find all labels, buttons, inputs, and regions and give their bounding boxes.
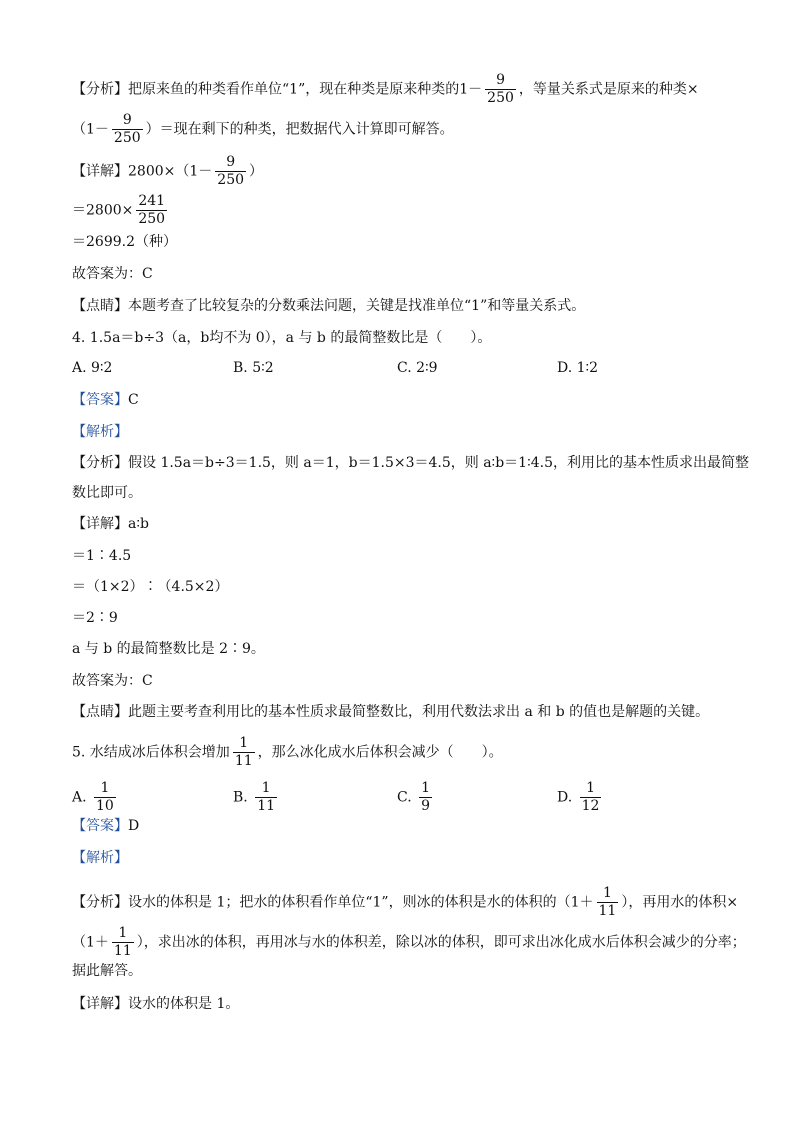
fraction-numerator: 1 xyxy=(586,780,596,796)
fraction xyxy=(233,735,255,770)
q4-detail-line2: ＝1∶4.5 xyxy=(72,548,132,564)
fraction xyxy=(419,780,432,815)
q3-comment xyxy=(72,296,585,316)
answer-tag: 【答案】 xyxy=(72,392,128,408)
analysis-text: ），求出冰的体积，再用冰与水的体积差，除以冰的体积，即可求出冰化成水后体积会减少的分率； xyxy=(136,934,746,951)
q4-comment xyxy=(72,702,709,722)
comment-tag: 【点睛】 xyxy=(72,298,128,314)
q3-detail-line3: ＝2699.2（种） xyxy=(72,234,177,250)
detail-tag: 【详解】 xyxy=(72,516,128,532)
detail-text: a∶b xyxy=(128,516,149,532)
fraction-numerator: 9 xyxy=(226,154,236,170)
fraction-denominator: 250 xyxy=(138,211,166,227)
option-label: B. xyxy=(233,789,248,806)
question-text: 5. 水结成冰后体积会增加 xyxy=(72,744,230,761)
fraction-numerator: 1 xyxy=(118,925,128,941)
fraction-denominator: 12 xyxy=(581,798,600,814)
q5-option-b xyxy=(233,780,280,815)
option-label: C. xyxy=(397,789,412,806)
fraction-denominator: 11 xyxy=(234,753,253,769)
fraction xyxy=(112,925,134,960)
q4-detail-line5: a 与 b 的最简整数比是 2∶9。 xyxy=(72,641,265,657)
q4-option-d: D. 1∶2 xyxy=(557,360,599,376)
analysis-text: （1＋ xyxy=(72,934,109,951)
answer-value: C xyxy=(128,392,139,408)
fraction-denominator: 11 xyxy=(257,798,276,814)
analysis-text: 设水的体积是 1；把水的体积看作单位“1”，则冰的体积是水的体积的（1＋ xyxy=(128,894,594,911)
q5-answer xyxy=(72,816,139,836)
answer-value: D xyxy=(128,818,140,834)
option-label: D. xyxy=(557,789,573,806)
detail-text: ＝2800× xyxy=(72,202,134,219)
q4-answer-line: 故答案为：C xyxy=(72,673,153,689)
fraction-numerator: 1 xyxy=(100,780,110,796)
q4-option-b: B. 5∶2 xyxy=(233,360,274,376)
fraction xyxy=(255,780,277,815)
q3-detail-line1 xyxy=(72,154,263,189)
analysis-tag: 【分析】 xyxy=(72,894,128,911)
analysis-text: 把原来鱼的种类看作单位“1”，现在种类是原来种类的 xyxy=(128,81,460,98)
fraction-numerator: 1 xyxy=(421,780,431,796)
q5-analysis-line1 xyxy=(72,885,738,920)
fraction-numerator: 1 xyxy=(602,885,612,901)
q4-detail-line1 xyxy=(72,514,149,534)
fraction-numerator: 1 xyxy=(239,735,249,751)
fraction xyxy=(215,154,246,189)
q3-analysis-line1 xyxy=(72,72,699,107)
q5-jiexi-tag: 【解析】 xyxy=(72,850,128,866)
q4-jiexi-tag: 【解析】 xyxy=(72,424,128,440)
analysis-text: 假设 1.5a＝b÷3＝1.5，则 a＝1，b＝1.5×3＝4.5，则 a∶b＝1∶4.5，利用比的基本性质求出最简整 xyxy=(128,455,749,471)
comment-text: 本题考查了比较复杂的分数乘法问题，关键是找准单位“1”和等量关系式。 xyxy=(128,298,586,314)
fraction xyxy=(94,780,116,815)
fraction-numerator: 241 xyxy=(138,193,166,209)
analysis-text: （1－ xyxy=(72,121,109,138)
q5-question xyxy=(72,735,503,770)
fraction-numerator: 9 xyxy=(496,72,505,88)
fraction-denominator: 250 xyxy=(487,90,514,106)
detail-text: ） xyxy=(249,163,264,180)
q3-answer-line: 故答案为：C xyxy=(72,266,153,282)
q5-analysis-line3: 据此解答。 xyxy=(72,963,142,979)
analysis-text: ），再用水的体积× xyxy=(621,894,739,911)
q5-option-d xyxy=(557,780,604,815)
fraction xyxy=(112,112,143,147)
fraction xyxy=(485,72,516,107)
option-label: A. xyxy=(72,789,87,806)
q4-detail-line3: ＝（1×2）∶（4.5×2） xyxy=(72,579,229,595)
q5-analysis-line2 xyxy=(72,925,746,960)
fraction xyxy=(597,885,619,920)
fraction-denominator: 9 xyxy=(421,798,431,814)
q4-detail-line4: ＝2∶9 xyxy=(72,610,118,626)
q4-option-a: A. 9∶2 xyxy=(72,360,113,376)
q3-detail-line2 xyxy=(72,193,170,228)
q4-answer xyxy=(72,390,139,410)
q4-option-c: C. 2∶9 xyxy=(397,360,438,376)
comment-tag: 【点睛】 xyxy=(72,704,128,720)
q5-option-c xyxy=(397,780,435,815)
fraction-denominator: 10 xyxy=(96,798,114,814)
fraction-denominator: 11 xyxy=(113,943,132,959)
fraction-denominator: 250 xyxy=(217,172,245,188)
q3-analysis-line2 xyxy=(72,112,454,147)
analysis-text: ）＝现在剩下的种类，把数据代入计算即可解答。 xyxy=(145,121,454,138)
analysis-tag: 【分析】 xyxy=(72,81,128,98)
detail-text: 2800×（1－ xyxy=(128,163,213,180)
comment-text: 此题主要考查利用比的基本性质求最简整数比，利用代数法求出 a 和 b 的值也是解题的关键。 xyxy=(128,704,710,720)
fraction xyxy=(136,193,167,228)
fraction-numerator: 9 xyxy=(122,112,132,128)
analysis-text: 1－ xyxy=(459,81,483,98)
question-text: ，那么冰化成水后体积会减少（ ）。 xyxy=(257,744,503,761)
detail-tag: 【详解】 xyxy=(72,996,128,1012)
q5-option-a xyxy=(72,780,119,815)
q5-detail xyxy=(72,994,239,1014)
fraction-denominator: 11 xyxy=(598,903,617,919)
q4-question: 4. 1.5a＝b÷3（a，b均不为 0），a 与 b 的最简整数比是（ ）。 xyxy=(72,330,492,346)
fraction-numerator: 1 xyxy=(261,780,271,796)
fraction xyxy=(580,780,602,815)
q4-analysis-line2: 数比即可。 xyxy=(72,485,142,501)
detail-text: 设水的体积是 1。 xyxy=(128,996,240,1012)
analysis-tag: 【分析】 xyxy=(72,455,128,471)
answer-tag: 【答案】 xyxy=(72,818,128,834)
q4-analysis-line1 xyxy=(72,453,749,473)
analysis-text: ，等量关系式是原来的种类× xyxy=(518,81,699,98)
detail-tag: 【详解】 xyxy=(72,163,128,180)
fraction-denominator: 250 xyxy=(113,130,141,146)
